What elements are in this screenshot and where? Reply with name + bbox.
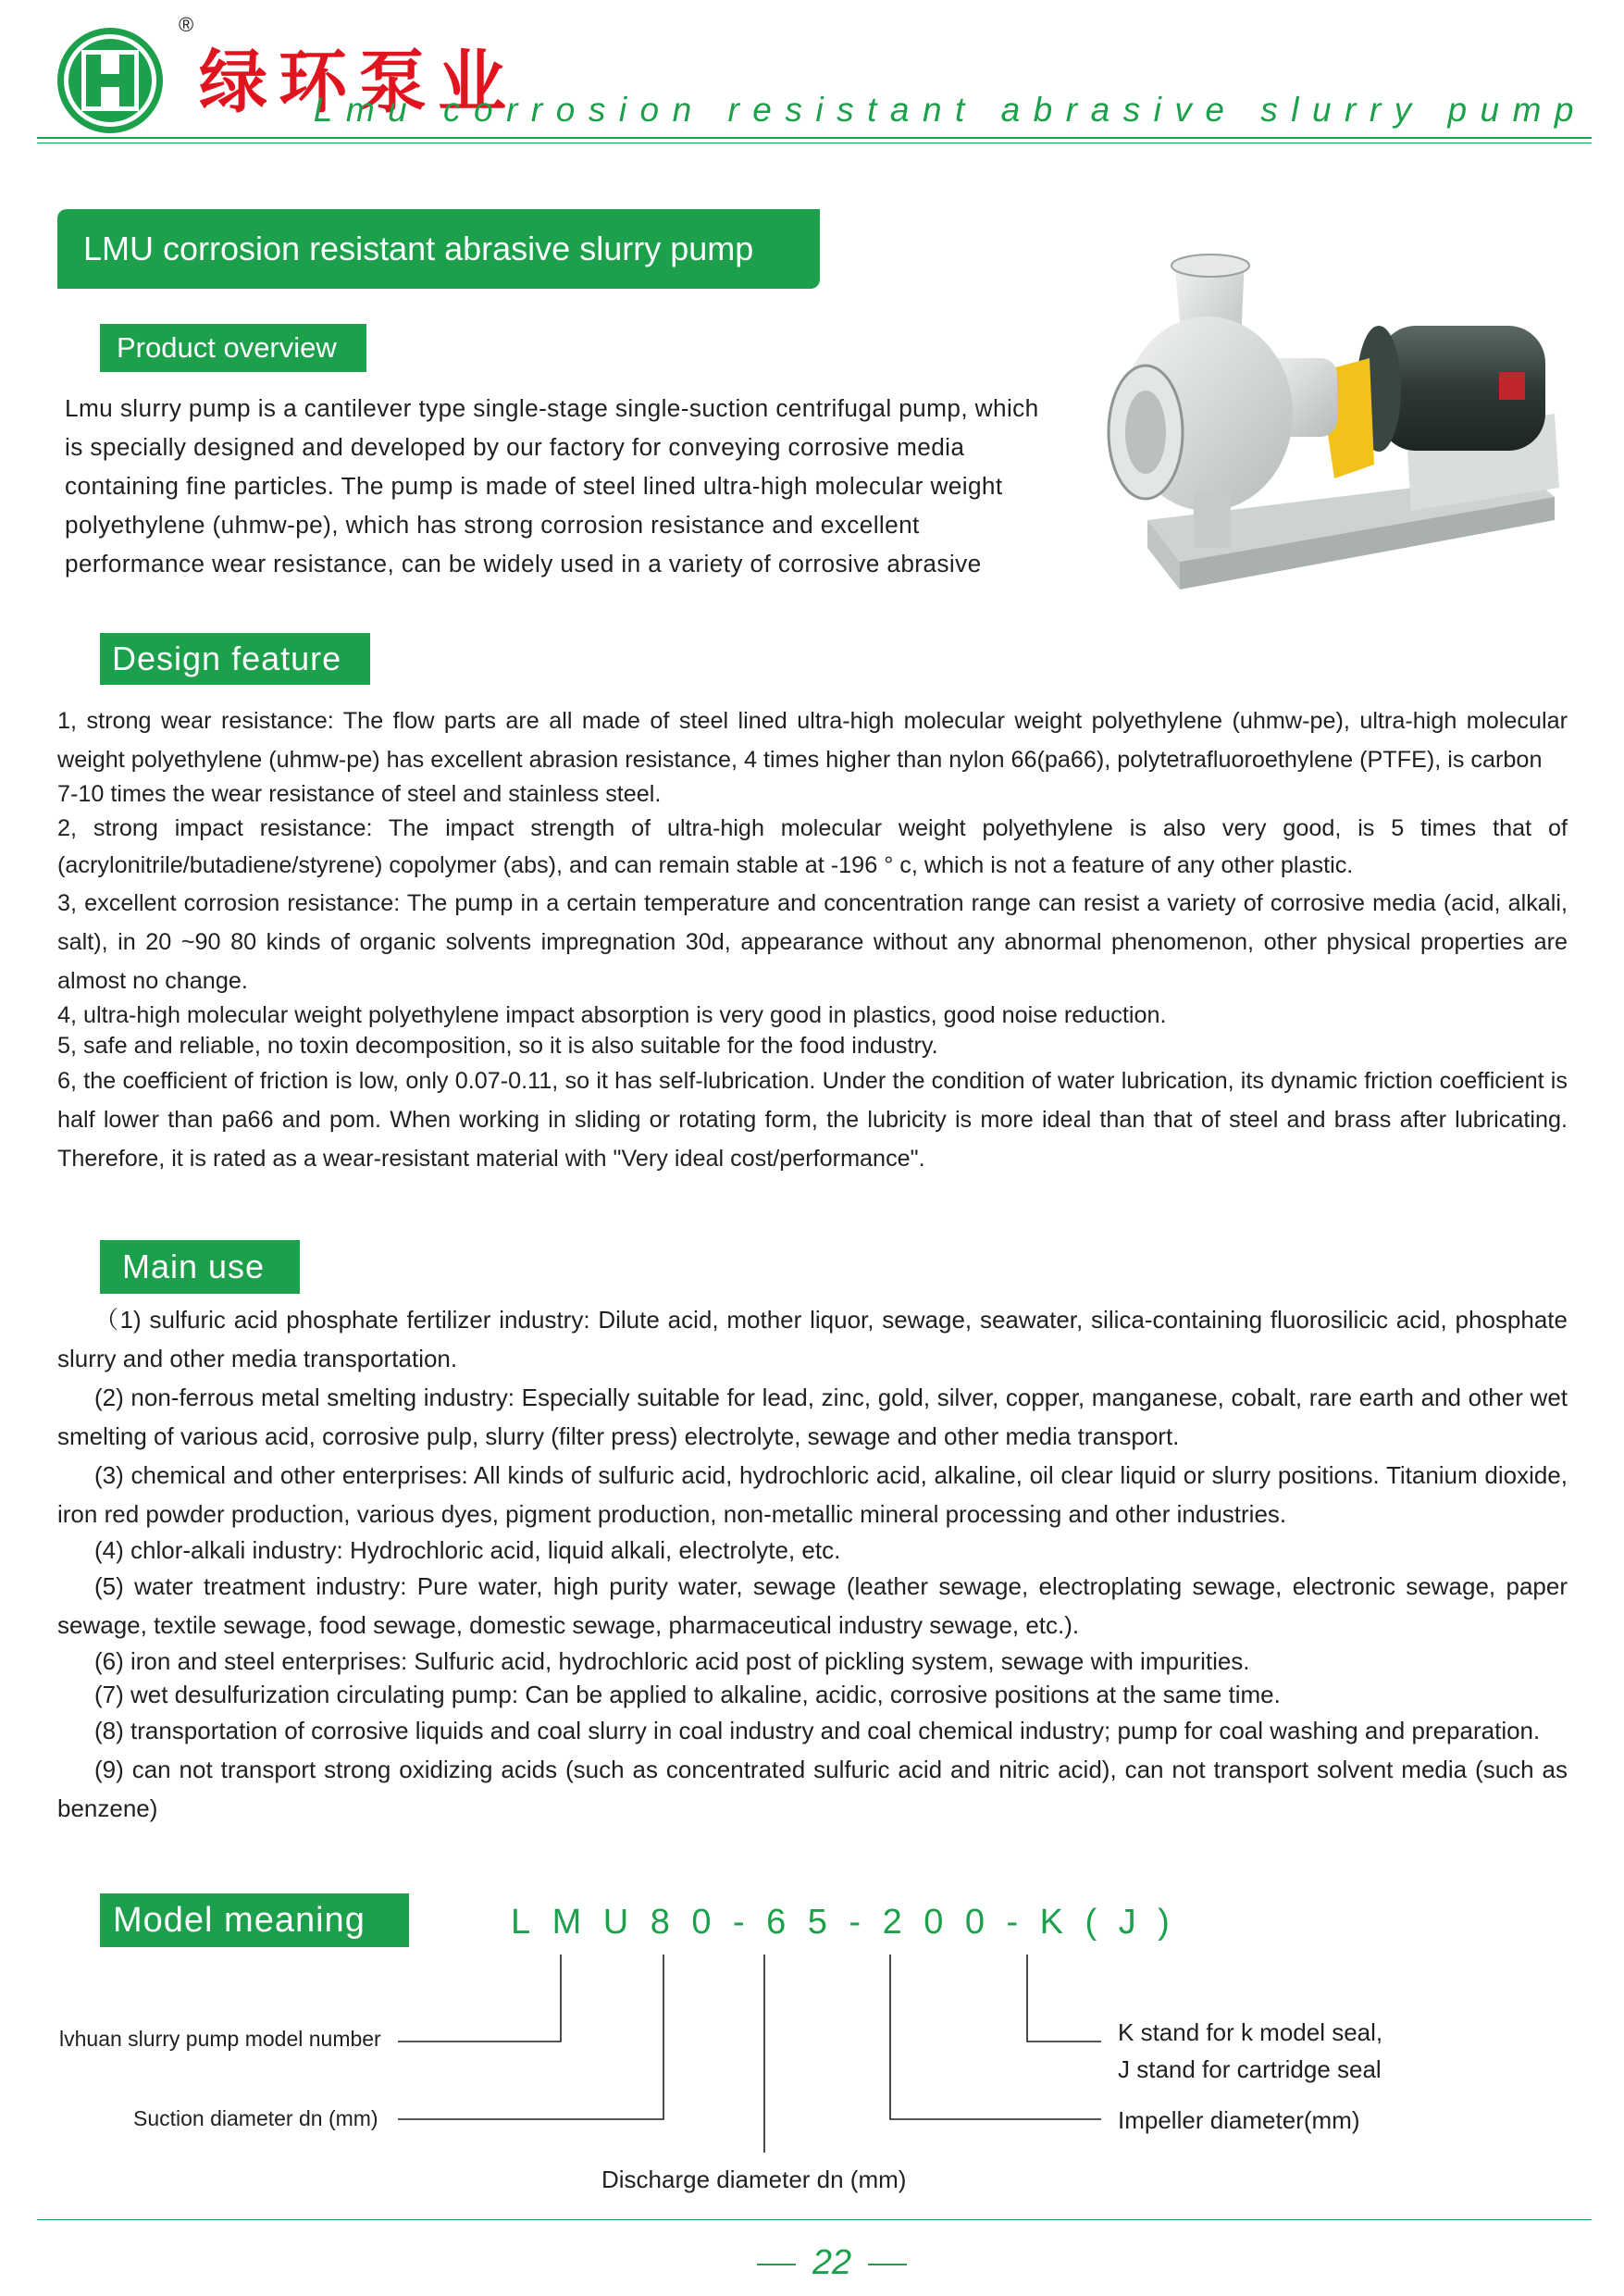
header-rule [37, 137, 1592, 139]
brand-name: 绿环泵业 [199, 43, 517, 122]
mainuse-heading: Main use [100, 1240, 300, 1294]
design-point-2: 2, strong impact resistance: The impact strength of ultra-high molecular weight polyethylene is also very good, is 5 times that of (acrylonitrile/butadiene/styrene) copolymer (abs), and can remain stable at -196 ° c, which is not a feature of any other plastic. [57, 815, 1568, 878]
use-item-1: （1) sulfuric acid phosphate fertilizer industry: Dilute acid, mother liquor, sewage, seawater, silica-containing fluorosilicic acid, phosphate slurry and other media transportation. [57, 1306, 1568, 1372]
pump-illustration [1092, 242, 1573, 622]
page-number: 22 [812, 2243, 852, 2282]
label-suction: Suction diameter dn (mm) [133, 2106, 378, 2130]
label-seal-j: J stand for cartridge seal [1118, 2055, 1382, 2083]
overview-line: is specially designed and developed by our factory for conveying corrosive media [65, 433, 965, 461]
use-item-6: (6) iron and steel enterprises: Sulfuric acid, hydrochloric acid post of pickling system, sewage with impurities. [94, 1647, 1250, 1675]
label-series: lvhuan slurry pump model number [59, 2027, 381, 2051]
use-item-8: (8) transportation of corrosive liquids and coal slurry in coal industry and coal chemical industry; pump for coal washing and preparation. [94, 1717, 1541, 1744]
footer-dash-right [868, 2264, 907, 2265]
company-logo [56, 26, 165, 135]
use-item-4: (4) chlor-alkali industry: Hydrochloric acid, liquid alkali, electrolyte, etc. [94, 1536, 841, 1564]
label-seal-k: K stand for k model seal, [1118, 2018, 1383, 2046]
design-point-1b: 7-10 times the wear resistance of steel and stainless steel. [57, 781, 662, 807]
design-point-4: 4, ultra-high molecular weight polyethylene impact absorption is very good in plastics, good noise reduction. [57, 1002, 1167, 1028]
design-point-3: 3, excellent corrosion resistance: The pump in a certain temperature and concentration range can resist a variety of corrosive media (acid, alkali, salt), in 20 ~90 80 kinds of organic solvents impregnation 30d, appearance without any abnormal phenomenon, other physical properties are almost no change. [57, 890, 1568, 994]
design-text [57, 701, 1568, 1178]
overview-line: Lmu slurry pump is a cantilever type single-stage single-suction centrifugal pump, which [65, 394, 1039, 422]
use-item-5: (5) water treatment industry: Pure water, high purity water, sewage (leather sewage, electroplating sewage, electronic sewage, paper sewage, textile sewage, food sewage, domestic sewage, pharmaceutical industry sewage, etc.). [57, 1572, 1568, 1639]
use-item-7: (7) wet desulfurization circulating pump: Can be applied to alkaline, acidic, corrosive positions at the same time. [94, 1681, 1281, 1708]
design-heading: Design feature [100, 633, 370, 685]
label-impeller: Impeller diameter(mm) [1118, 2106, 1360, 2134]
overview-line: polyethylene (uhmw-pe), which has strong corrosion resistance and excellent [65, 511, 920, 539]
label-discharge: Discharge diameter dn (mm) [601, 2166, 907, 2193]
use-item-3: (3) chemical and other enterprises: All kinds of sulfuric acid, hydrochloric acid, alkaline, oil clear liquid or slurry positions. Titanium dioxide, iron red powder production, various dyes, pigment production, non-metallic mineral processing and other industries. [57, 1461, 1568, 1528]
header-tagline: Lmu corrosion resistant abrasive slurry pump [313, 91, 1587, 129]
footer-rule [37, 2219, 1592, 2220]
use-item-2: (2) non-ferrous metal smelting industry: Especially suitable for lead, zinc, gold, silver, copper, manganese, cobalt, rare earth and other wet smelting of various acid, corrosive pulp, slurry (filter press) electrolyte, sewage and other media transport. [57, 1384, 1568, 1450]
footer-dash-left [757, 2264, 796, 2265]
label-seal [1118, 2014, 1382, 2088]
page-title: LMU corrosion resistant abrasive slurry pump [57, 209, 820, 289]
design-point-1: 1, strong wear resistance: The flow parts are all made of steel lined ultra-high molecular weight polyethylene (uhmw-pe), ultra-high molecular weight polyethylene (uhmw-pe) has excellent abrasion resistance, 4 times higher than nylon 66(pa66), polytetrafluoroethylene (PTFE), is carbon [57, 708, 1568, 773]
overview-heading: Product overview [100, 324, 366, 372]
registered-mark: ® [179, 13, 194, 36]
model-code: LMU80-65-200-K(J) [511, 1903, 1192, 1942]
overview-text [65, 389, 1083, 583]
mainuse-text [57, 1300, 1568, 1828]
design-point-5: 5, safe and reliable, no toxin decomposition, so it is also suitable for the food industry. [57, 1033, 938, 1059]
overview-line: containing fine particles. The pump is made of steel lined ultra-high molecular weight [65, 472, 1003, 500]
model-heading: Model meaning [100, 1893, 409, 1947]
design-point-6: 6, the coefficient of friction is low, only 0.07-0.11, so it has self-lubrication. Under the condition of water lubrication, its dynamic friction coefficient is half lower than pa66 and pom. When working in sliding or rotating form, the lubricity is more ideal than that of steel and brass after lubricating. Therefore, it is rated as a wear-resistant material with "Very ideal cost/performance". [57, 1068, 1568, 1172]
overview-line: performance wear resistance, can be widely used in a variety of corrosive abrasive [65, 550, 982, 577]
use-item-9: (9) can not transport strong oxidizing acids (such as concentrated sulfuric acid and nitric acid), can not transport solvent media (such as benzene) [57, 1756, 1568, 1822]
